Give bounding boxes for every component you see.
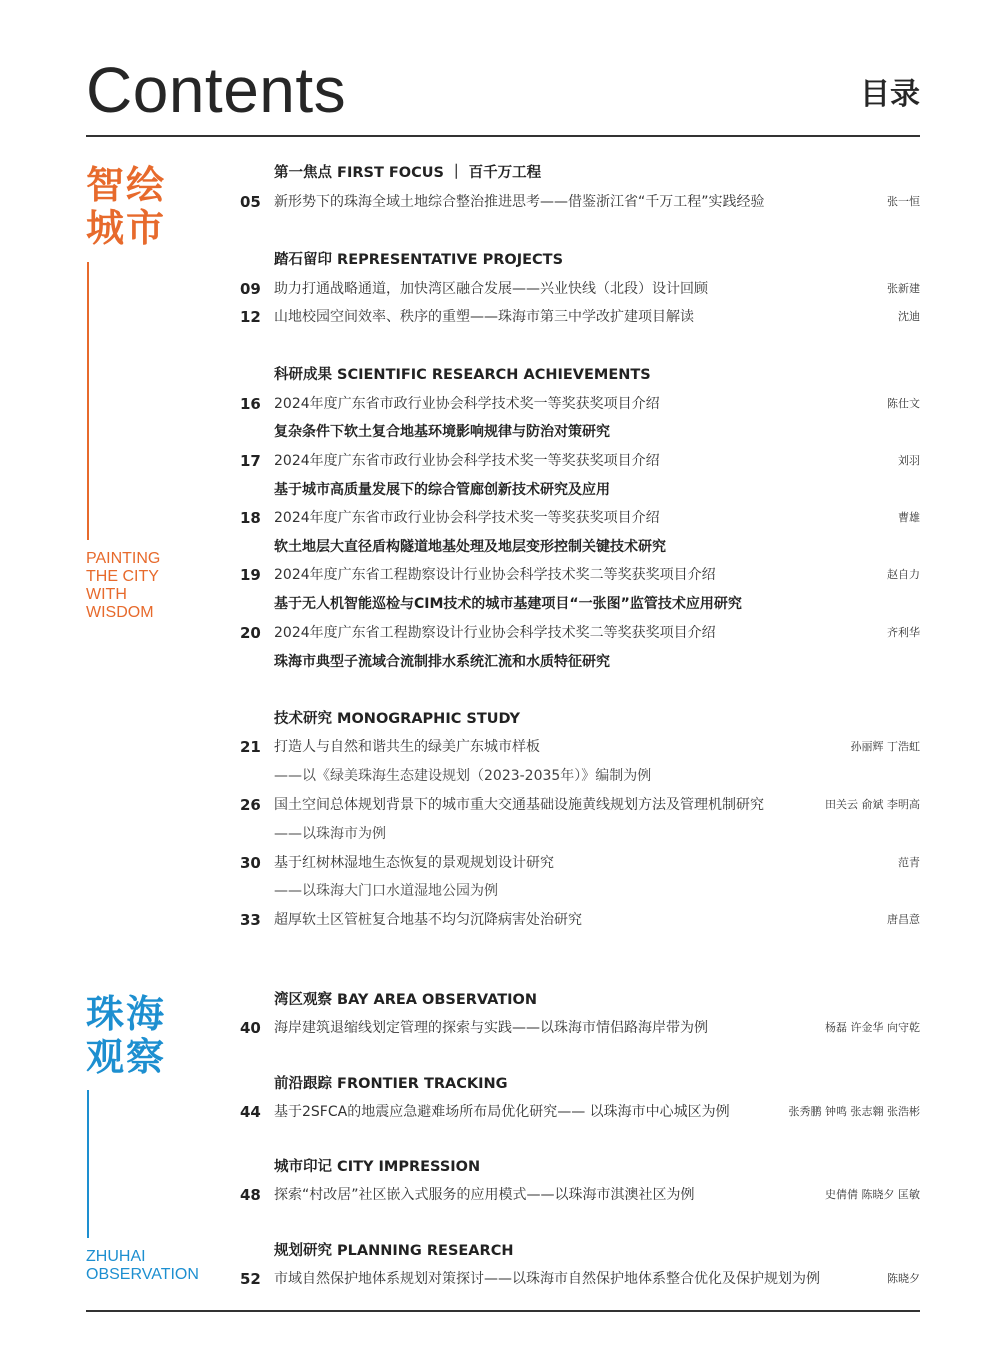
article-author: 张一恒 <box>887 195 920 208</box>
toc-entry[interactable] <box>240 908 920 932</box>
page-number: 20 <box>240 624 261 642</box>
article-subtitle: 珠海市典型子流域合流制排水系统汇流和水质特征研究 <box>274 654 610 670</box>
section-title-line: 城市 <box>86 205 167 250</box>
article-author: 陈仕文 <box>887 397 920 410</box>
toc-entry-subtitle <box>240 420 920 444</box>
article-author: 张新建 <box>887 282 920 295</box>
page-number: 09 <box>240 280 261 298</box>
category-heading: 技术研究 MONOGRAPHIC STUDY <box>274 711 520 727</box>
toc-entry[interactable] <box>240 851 920 875</box>
section-subtitle-en <box>86 1248 199 1284</box>
category-heading: 第一焦点 FIRST FOCUS ｜ 百千万工程 <box>274 165 542 181</box>
section-subtitle-line: PAINTING <box>86 550 161 567</box>
article-author: 沈迪 <box>898 310 920 323</box>
article-title: 2024年度广东省市政行业协会科学技术奖一等奖获奖项目介绍 <box>274 510 660 526</box>
page-number: 19 <box>240 566 261 584</box>
article-title: 探索“村改居”社区嵌入式服务的应用模式——以珠海市淇澳社区为例 <box>274 1187 695 1203</box>
toc-entry-subtitle <box>240 879 920 903</box>
article-subtitle: 软土地层大直径盾构隧道地基处理及地层变形控制关键技术研究 <box>274 539 666 555</box>
section-subtitle-line: WISDOM <box>86 604 154 621</box>
article-author: 范青 <box>898 856 920 869</box>
toc-entry[interactable] <box>240 277 920 301</box>
section-vertical-line <box>87 262 89 540</box>
toc-entry-subtitle <box>240 592 920 616</box>
toc-entry-subtitle <box>240 764 920 788</box>
article-author: 唐昌意 <box>887 913 920 926</box>
page-number: 26 <box>240 796 261 814</box>
toc-entry[interactable] <box>240 1100 920 1124</box>
header-divider <box>86 135 920 137</box>
article-title: 助力打通战略通道，加快湾区融合发展——兴业快线（北段）设计回顾 <box>274 281 708 297</box>
article-title: 打造人与自然和谐共生的绿美广东城市样板 <box>274 739 540 755</box>
category-heading: 科研成果 SCIENTIFIC RESEARCH ACHIEVEMENTS <box>274 367 651 383</box>
article-title: 基于2SFCA的地震应急避难场所布局优化研究—— 以珠海市中心城区为例 <box>274 1104 730 1120</box>
article-subtitle: 基于城市高质量发展下的综合管廊创新技术研究及应用 <box>274 482 610 498</box>
page-number: 40 <box>240 1019 261 1037</box>
category-heading: 湾区观察 BAY AREA OBSERVATION <box>274 992 538 1008</box>
page-number: 18 <box>240 509 261 527</box>
footer-divider <box>86 1310 920 1312</box>
section-subtitle-line: WITH <box>86 586 127 603</box>
article-author: 田关云 俞斌 李明高 <box>825 798 920 811</box>
toc-entry-subtitle <box>240 822 920 846</box>
article-title: 2024年度广东省工程勘察设计行业协会科学技术奖二等奖获奖项目介绍 <box>274 625 716 641</box>
article-title: 海岸建筑退缩线划定管理的探索与实践——以珠海市情侣路海岸带为例 <box>274 1020 708 1036</box>
page-number: 16 <box>240 395 261 413</box>
section-subtitle-en <box>86 550 160 622</box>
article-title: 超厚软土区管桩复合地基不均匀沉降病害处治研究 <box>274 912 582 928</box>
toc-entry[interactable] <box>240 1183 920 1207</box>
toc-entry[interactable] <box>240 793 920 817</box>
article-author: 杨磊 许金华 向守乾 <box>825 1021 920 1034</box>
toc-entry[interactable] <box>240 392 920 416</box>
article-subtitle: ——以珠海市为例 <box>274 826 386 842</box>
toc-entry[interactable] <box>240 305 920 329</box>
article-author: 孙丽辉 丁浩虹 <box>850 740 920 753</box>
section-title-painting-city <box>86 164 166 249</box>
category-heading: 城市印记 CITY IMPRESSION <box>274 1159 481 1175</box>
article-subtitle: 复杂条件下软土复合地基环境影响规律与防治对策研究 <box>274 424 610 440</box>
section-subtitle-line: OBSERVATION <box>86 1266 199 1283</box>
article-author: 史倩倩 陈晓夕 匡敏 <box>825 1188 920 1201</box>
page-number: 12 <box>240 308 261 326</box>
article-subtitle: ——以珠海大门口水道湿地公园为例 <box>274 883 498 899</box>
category-heading: 前沿跟踪 FRONTIER TRACKING <box>274 1076 508 1092</box>
toc-entry-subtitle <box>240 478 920 502</box>
page-number: 17 <box>240 452 261 470</box>
article-title: 2024年度广东省工程勘察设计行业协会科学技术奖二等奖获奖项目介绍 <box>274 567 716 583</box>
page-number: 33 <box>240 911 261 929</box>
section-title-line: 智绘 <box>86 163 167 207</box>
section-title-line: 观察 <box>86 1034 167 1079</box>
article-author: 张秀鹏 钟鸣 张志翱 张浩彬 <box>788 1105 920 1118</box>
page-number: 44 <box>240 1103 261 1121</box>
section-vertical-line <box>87 1090 89 1238</box>
category-heading: 规划研究 PLANNING RESEARCH <box>274 1243 514 1259</box>
article-title: 新形势下的珠海全域土地综合整治推进思考——借鉴浙江省“千万工程”实践经验 <box>274 194 765 210</box>
page-number: 05 <box>240 193 261 211</box>
article-subtitle: ——以《绿美珠海生态建设规划（2023-2035年）》编制为例 <box>274 768 652 784</box>
article-author: 齐利华 <box>887 626 920 639</box>
article-title: 2024年度广东省市政行业协会科学技术奖一等奖获奖项目介绍 <box>274 453 660 469</box>
article-title: 基于红树林湿地生态恢复的景观规划设计研究 <box>274 855 554 871</box>
toc-entry[interactable] <box>240 1267 920 1291</box>
article-author: 赵自力 <box>887 568 920 581</box>
toc-entry-subtitle <box>240 650 920 674</box>
toc-entry[interactable] <box>240 449 920 473</box>
toc-entry[interactable] <box>240 1016 920 1040</box>
article-author: 曹雄 <box>898 511 920 524</box>
toc-entry[interactable] <box>240 563 920 587</box>
page-number: 48 <box>240 1186 261 1204</box>
article-author: 陈晓夕 <box>887 1272 920 1285</box>
page-number: 21 <box>240 738 261 756</box>
page-number: 52 <box>240 1270 261 1288</box>
page-title-cn: 目录 <box>860 77 920 112</box>
toc-entry[interactable] <box>240 735 920 759</box>
article-title: 2024年度广东省市政行业协会科学技术奖一等奖获奖项目介绍 <box>274 396 660 412</box>
category-heading: 踏石留印 REPRESENTATIVE PROJECTS <box>274 252 564 268</box>
article-subtitle: 基于无人机智能巡检与CIM技术的城市基建项目“一张图”监管技术应用研究 <box>274 596 742 612</box>
section-title-zhuhai-observation <box>86 993 166 1078</box>
toc-entry[interactable] <box>240 190 920 214</box>
section-subtitle-line: ZHUHAI <box>86 1248 146 1265</box>
article-title: 山地校园空间效率、秩序的重塑——珠海市第三中学改扩建项目解读 <box>274 309 694 325</box>
page-title: Contents <box>86 54 347 126</box>
article-author: 刘羽 <box>898 454 920 467</box>
toc-entry[interactable] <box>240 621 920 645</box>
article-title: 国土空间总体规划背景下的城市重大交通基础设施黄线规划方法及管理机制研究 <box>274 797 764 813</box>
toc-entry[interactable] <box>240 506 920 530</box>
section-subtitle-line: THE CITY <box>86 568 159 585</box>
article-title: 市域自然保护地体系规划对策探讨——以珠海市自然保护地体系整合优化及保护规划为例 <box>274 1271 820 1287</box>
page-number: 30 <box>240 854 261 872</box>
toc-entry-subtitle <box>240 535 920 559</box>
section-title-line: 珠海 <box>86 992 167 1036</box>
